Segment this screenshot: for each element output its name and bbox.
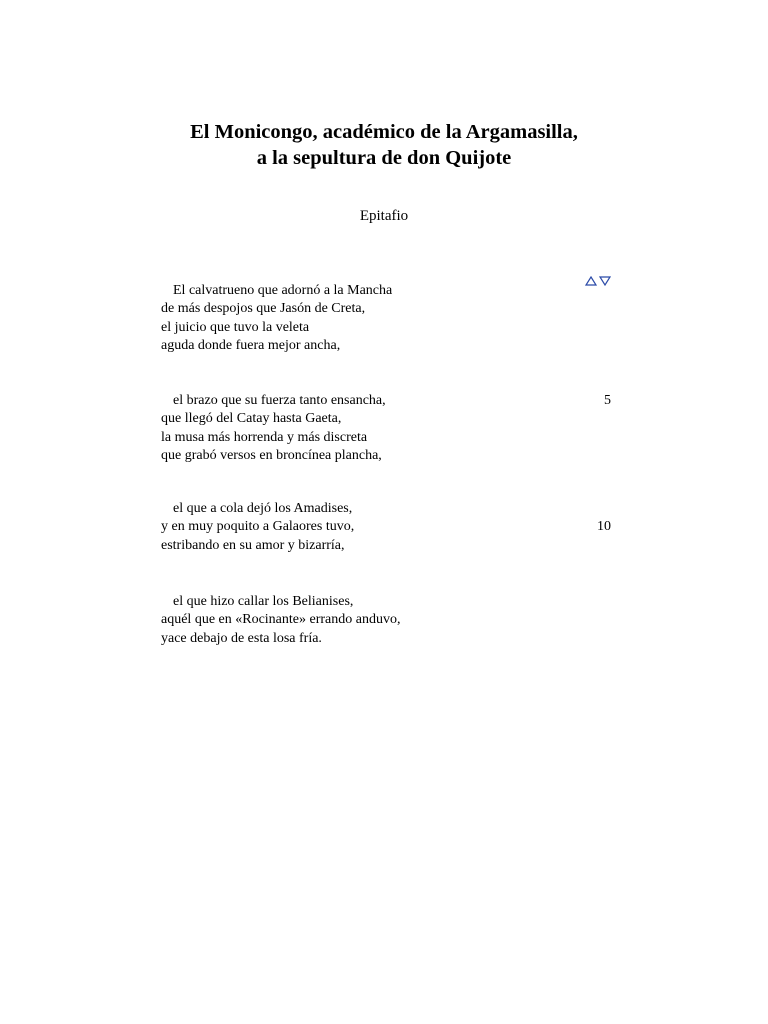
poem-title-line-1: El Monicongo, académico de la Argamasilla, <box>190 121 578 143</box>
triangle-down-icon[interactable] <box>599 276 611 286</box>
verse-navigation <box>585 276 611 286</box>
verse-line: el brazo que su fuerza tanto ensancha, <box>173 393 386 408</box>
verse-line: de más despojos que Jasón de Creta, <box>161 301 366 317</box>
line-number: 5 <box>604 393 611 408</box>
stanza <box>161 392 611 465</box>
verse-line: el juicio que tuvo la veleta <box>161 319 310 335</box>
verse-line: que llegó del Catay hasta Gaeta, <box>161 411 342 427</box>
verse-line: el que a cola dejó los Amadises, <box>173 501 353 516</box>
verse-line: y en muy poquito a Galaores tuvo, <box>161 519 355 535</box>
verse-line: estribando en su amor y bizarría, <box>161 537 345 553</box>
poem-subtitle: Epitafio <box>359 208 409 224</box>
verse-line: yace debajo de esta losa fría. <box>161 630 322 646</box>
verse-line: aquél que en «Rocinante» errando anduvo, <box>161 612 401 628</box>
triangle-up-icon[interactable] <box>585 276 597 286</box>
line-number: 10 <box>597 519 611 535</box>
stanza <box>161 500 611 555</box>
verse-line: el que hizo callar los Belianises, <box>173 594 354 609</box>
verse-line: El calvatrueno que adornó a la Mancha <box>173 283 393 298</box>
stanza <box>161 282 611 355</box>
verse-line: la musa más horrenda y más discreta <box>161 429 368 445</box>
verse-line: aguda donde fuera mejor ancha, <box>161 337 341 353</box>
poem-title-line-2: a la sepultura de don Quijote <box>256 147 512 169</box>
verse-line: que grabó versos en broncínea plancha, <box>161 447 382 463</box>
stanza <box>161 593 611 648</box>
poem-title <box>0 119 768 171</box>
